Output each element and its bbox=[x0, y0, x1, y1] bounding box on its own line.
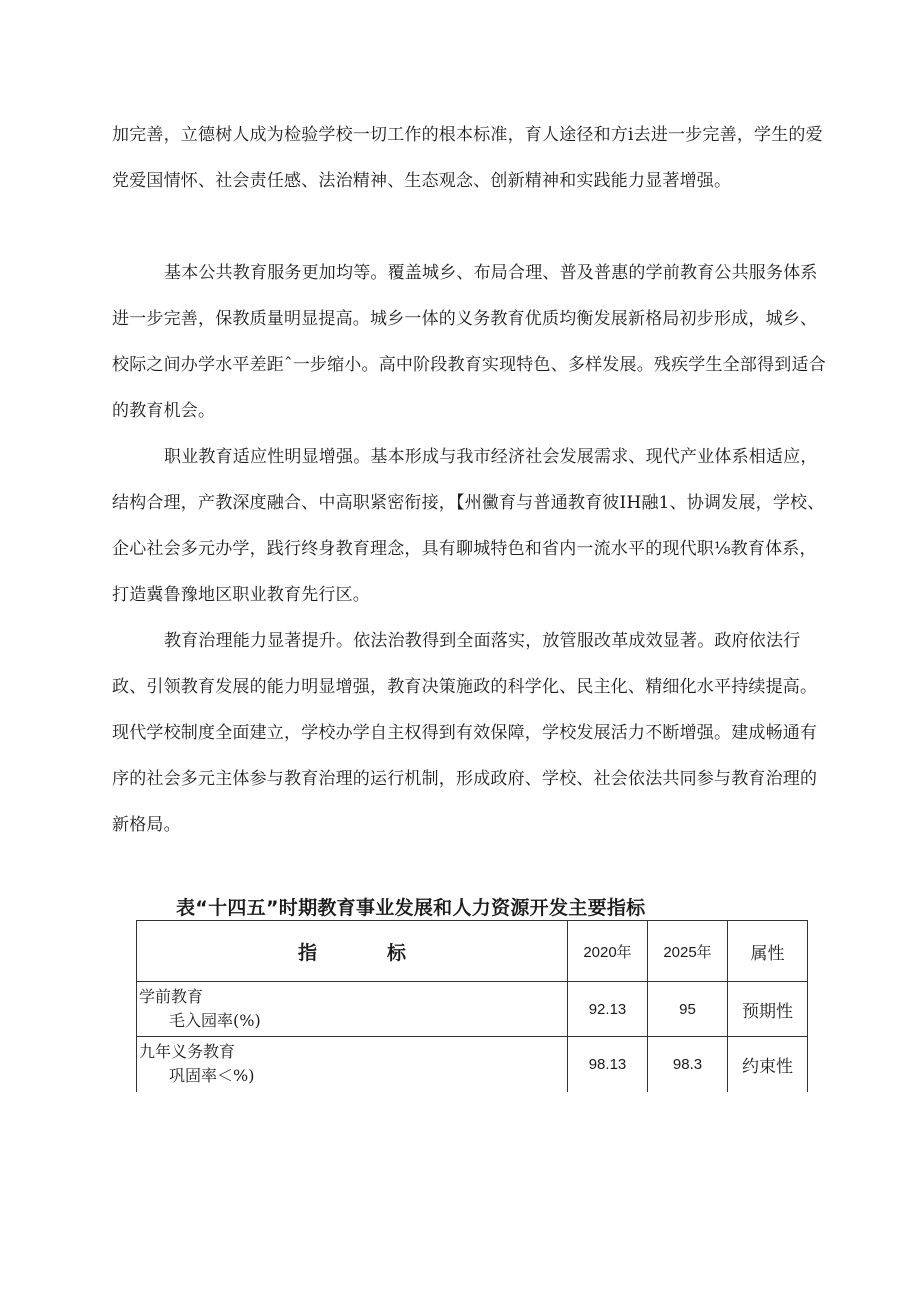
row-attribute: 约束性 bbox=[728, 1037, 808, 1092]
table-caption: 表“十四五”时期教育事业发展和人力资源开发主要指标 bbox=[176, 897, 646, 919]
table-header-row bbox=[137, 921, 808, 982]
row-value-2025: 95 bbox=[648, 982, 728, 1037]
paragraph-public-education: 基本公共教育服务更加均等。覆盖城乡、布局合理、普及普惠的学前教育公共服务体系进一步完善，保教质量明显提高。城乡一体的义务教育优质均衡发展新格局初步形成，城乡、校际之间办学水平差距ˆ一步缩小。高中阶段教育实现特色、多样发展。残疾学生全部得到适合的教育机会。 bbox=[112, 263, 826, 421]
row-indicator-name: 九年义务教育 巩固率＜%) bbox=[137, 1037, 568, 1092]
indicator-table bbox=[136, 920, 808, 1092]
row-value-2020: 98.13 bbox=[568, 1037, 648, 1092]
paragraph-moral-education: 加完善，立德树人成为检验学校一切工作的根本标准，育人途径和方i去进一步完善，学生的爱党爱国情怀、社会责任感、法治精神、生态观念、创新精神和实践能力显著增强。 bbox=[112, 125, 823, 191]
header-indicator-b: 标 bbox=[387, 941, 407, 964]
row-attribute: 预期性 bbox=[728, 982, 808, 1037]
paragraph-education-governance: 教育治理能力显著提升。依法治教得到全面落实，放管服改革成效显著。政府依法行政、引领教育发展的能力明显增强，教育决策施政的科学化、民主化、精细化水平持续提高。现代学校制度全面建立，学校办学自主权得到有效保障，学校发展活力不断增强。建成畅通有序的社会多元主体参与教育治理的运行机制，形成政府、学校、社会依法共同参与教育治理的新格局。 bbox=[112, 631, 818, 835]
table-row bbox=[137, 982, 808, 1037]
table-row bbox=[137, 1037, 808, 1092]
row-indicator-name: 学前教育 毛入园率(%) bbox=[137, 982, 568, 1037]
row-value-2020: 92.13 bbox=[568, 982, 648, 1037]
row-value-2025: 98.3 bbox=[648, 1037, 728, 1092]
header-indicator-a: 指 bbox=[297, 941, 317, 964]
paragraph-vocational-education: 职业教育适应性明显增强。基本形成与我市经济社会发展需求、现代产业体系相适应，结构合理，产教深度融合、中高职紧密衔接，【州黴育与普通教育彼IH融1、协调发展，学校、企心社会多元办学，践行终身教育理念，具有聊城特色和省内一流水平的现代职⅛教育体系，打造冀鲁豫地区职业教育先行区。 bbox=[112, 447, 825, 605]
header-2025: 2025年 bbox=[648, 921, 728, 982]
header-indicator bbox=[137, 921, 568, 982]
header-2020: 2020年 bbox=[568, 921, 648, 982]
header-attribute: 属性 bbox=[728, 921, 808, 982]
